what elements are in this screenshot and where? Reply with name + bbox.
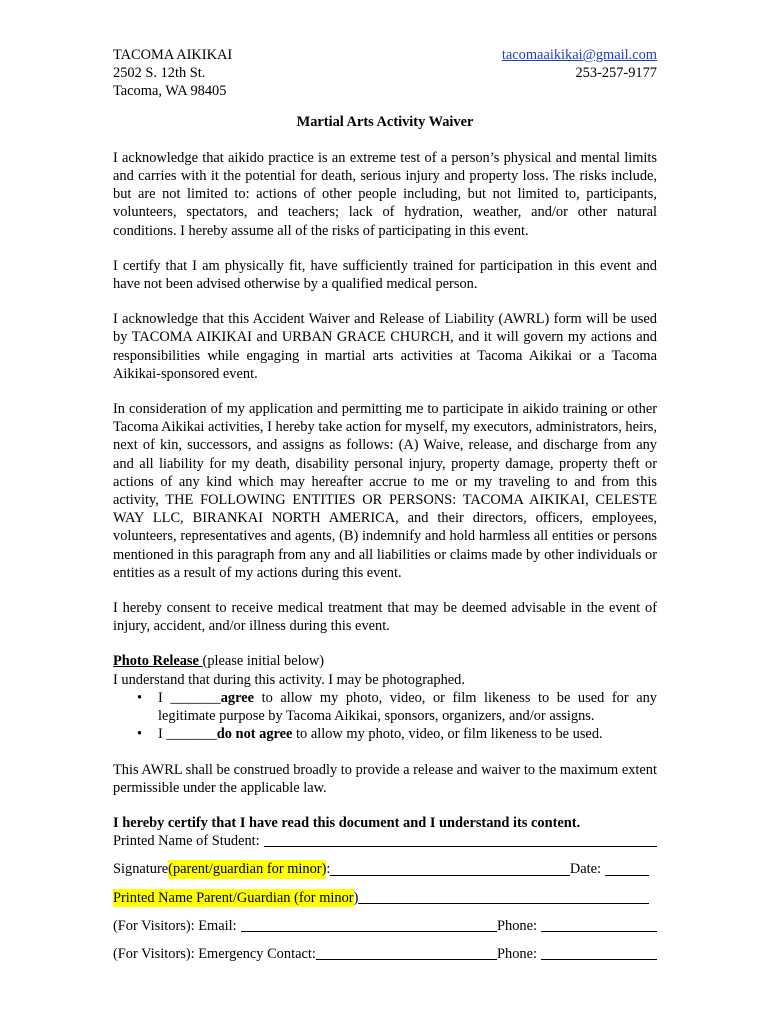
signature-minor-note: (parent/guardian for minor): [168, 861, 327, 878]
disagree-initial-blank[interactable]: I _______: [158, 726, 217, 743]
date-input[interactable]: [605, 862, 649, 876]
letterhead: [113, 46, 657, 101]
disagree-text: to allow my photo, video, or film likeness to be used.: [292, 726, 603, 743]
photo-release-options: [113, 689, 657, 744]
visitor-email-label: (For Visitors): Email:: [113, 917, 237, 934]
org-address: [113, 46, 232, 101]
visitor-phone-label: Phone:: [497, 917, 537, 934]
photo-release-section: [113, 652, 657, 743]
awrl-usage-paragraph: I acknowledge that this Accident Waiver and Release of Liability (AWRL) form will be used by TACOMA AIKIKAI and URBAN GRACE CHURCH, and it will govern my actions and responsibilities while engaging in martial arts activities at Tacoma Aikikai or a Tacoma Aikikai-sponsored event.: [113, 311, 657, 382]
org-street: 2502 S. 12th St.: [113, 65, 206, 82]
emergency-phone-input[interactable]: [541, 946, 657, 960]
agree-label: agree: [220, 689, 255, 706]
document-title: Martial Arts Activity Waiver: [296, 113, 474, 130]
awrl-scope-paragraph: This AWRL shall be construed broadly to provide a release and waiver to the maximum extent permissible under the applicable law.: [113, 761, 657, 796]
disagree-label: do not agree: [216, 726, 293, 743]
student-name-label: Printed Name of Student:: [113, 833, 260, 850]
emergency-contact-field: [113, 945, 657, 963]
certify-statement: I hereby certify that I have read this document and I understand its content.: [113, 814, 581, 831]
signature-label: Signature: [113, 861, 169, 878]
signature-input[interactable]: [330, 862, 569, 876]
photo-release-heading-line: [113, 652, 657, 670]
emergency-phone-label: Phone:: [497, 945, 537, 962]
waiver-page: [113, 46, 657, 963]
emergency-contact-label: (For Visitors): Emergency Contact:: [113, 945, 316, 962]
signature-colon: :: [326, 861, 331, 878]
risk-paragraph: I acknowledge that aikido practice is an extreme test of a person’s physical and mental limits and carries with it the potential for death, serious injury and property loss. The risks include, but are not limited to: actions of other people including, but not limited to, participants, volunteers, spectators, and teachers; lack of hydration, weather, and/or other natural conditions. I hereby assume all of the risks of participating in this event.: [113, 149, 657, 239]
release-paragraph: In consideration of my application and permitting me to participate in aikido training or other Tacoma Aikikai activities, I hereby take action for myself, my executors, administrators, heirs, next of kin, successors, and assigns as follows: (A) Waive, release, and discharge from any and all liability for my death, disability personal injury, property damage, property theft or actions of any kind which may hereafter accrue to me or my traveling to and from this activity, THE FOLLOWING ENTITIES OR PERSONS: TACOMA AIKIKAI, CELESTE WAY LLC, BIRANKAI NORTH AMERICA, and their directors, officers, employees, volunteers, representatives and agents, (B) indemnify and hold harmless all entities or persons mentioned in this paragraph from any and all liabilities or claims made by other individuals or entities as a result of my actions during this event.: [113, 401, 657, 581]
parent-name-label: Printed Name Parent/Guardian (for minor: [113, 889, 354, 906]
visitor-email-field: [113, 917, 657, 935]
org-city: Tacoma, WA 98405: [113, 83, 227, 100]
agree-text: to allow my photo, video, or film likeness to be used for any legitimate purpose by Tacoma Aikikai, sponsors, organizers, and/or assigns.: [158, 689, 657, 725]
org-name: TACOMA AIKIKAI: [113, 47, 233, 63]
medical-consent-paragraph: I hereby consent to receive medical treatment that may be deemed advisable in the event of injury, accident, and/or illness during this event.: [113, 600, 657, 635]
photo-option-disagree: [158, 725, 657, 743]
photo-option-agree: [158, 689, 657, 725]
student-name-field: [113, 832, 657, 850]
emergency-contact-input[interactable]: [316, 946, 497, 960]
signature-field: [113, 860, 657, 878]
photo-release-intro: I understand that during this activity. I may be photographed.: [113, 671, 465, 688]
photo-release-heading: Photo Release: [113, 653, 203, 670]
parent-name-paren: ): [353, 889, 359, 906]
parent-name-field: [113, 889, 657, 907]
visitor-phone-input[interactable]: [541, 918, 657, 932]
fitness-paragraph: I certify that I am physically fit, have sufficiently trained for participation in this event and have not been advised otherwise by a qualified medical person.: [113, 257, 657, 293]
date-label: Date:: [569, 861, 601, 878]
agree-initial-blank[interactable]: I _______: [158, 689, 221, 706]
org-phone: 253-257-9177: [575, 65, 657, 82]
visitor-email-input[interactable]: [241, 918, 497, 932]
org-contact: [502, 46, 657, 101]
parent-name-input[interactable]: [358, 890, 649, 904]
email-link[interactable]: tacomaaikikai@gmail.com: [501, 47, 657, 63]
student-name-input[interactable]: [264, 833, 657, 847]
photo-release-note: (please initial below): [202, 653, 325, 670]
